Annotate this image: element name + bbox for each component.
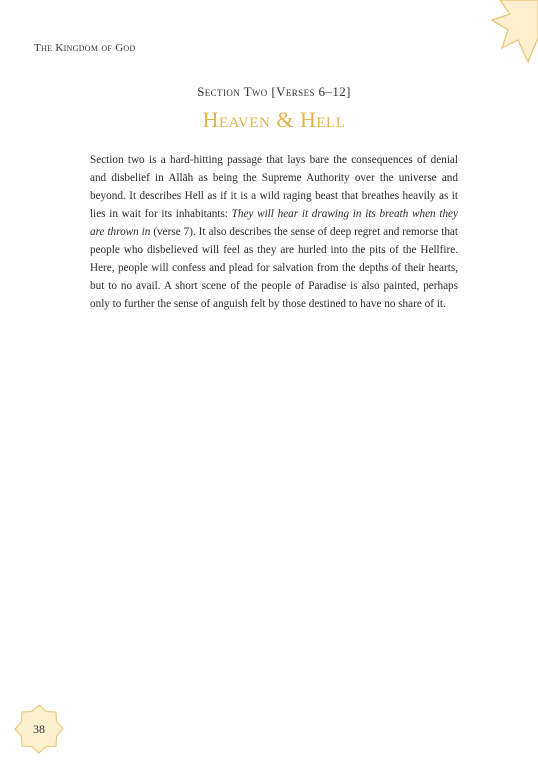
page-number: 38 (33, 722, 45, 736)
body-quote: They will hear it drawing in its breath when they are thrown in (90, 208, 458, 238)
running-head: The Kingdom of God (34, 42, 136, 54)
corner-star-ornament (458, 0, 538, 70)
body-text-part2: (verse 7). It also describes the sense of deep regret and remorse that people who disbelieved will feel as they are hurled into the pits of the Hellfire. Here, people will confess and plead for salvation from the depths of their hearts, but to no avail. A short scene of the people of Paradise is also painted, perhaps only to further the sense of anguish felt by those destined to have no share of it. (90, 226, 458, 310)
section-title: Heaven & Hell (202, 107, 346, 132)
body-paragraph (90, 151, 458, 313)
section-subtitle: Section Two [Verses 6–12] (197, 84, 351, 99)
body-text-part1: Section two is a hard-hitting passage that lays bare the consequences of denial and disbelief in Allāh as being the Supreme Authority over the universe and beyond. It describes Hell as if it is a wild raging beast that breathes heavily as it lies in wait for its inhabitants: (90, 154, 458, 220)
